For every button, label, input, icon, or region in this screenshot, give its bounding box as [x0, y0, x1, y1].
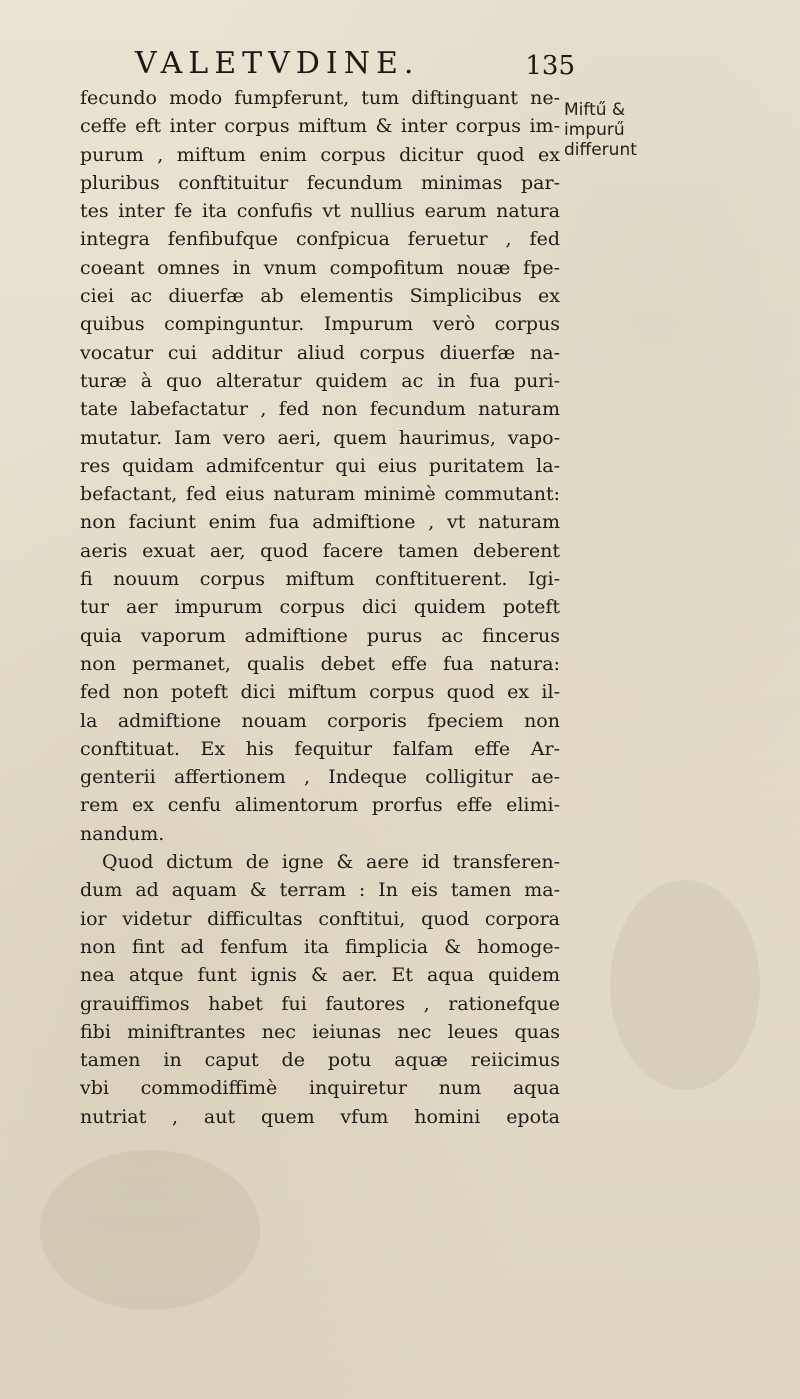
text-line: tate labefactatur , fed non fecundum naturam — [80, 398, 560, 421]
text-line: nea atque funt ignis & aer. Et aqua quidem — [80, 964, 560, 987]
text-line: grauiffimos habet fui fautores , rationefque — [80, 992, 560, 1015]
text-line: quibus compinguntur. Impurum verò corpus — [80, 313, 560, 336]
text-line: mutatur. Iam vero aeri, quem haurimus, vapo- — [80, 426, 560, 449]
text-line: fed non poteft dici miftum corpus quod ex il- — [80, 681, 560, 704]
body-text — [80, 84, 560, 1131]
text-line: aeris exuat aer, quod facere tamen deberent — [80, 539, 560, 562]
text-line: quia vaporum admiftione purus ac fincerus — [80, 624, 560, 647]
page-header — [135, 44, 575, 84]
text-line: nutriat , aut quem vfum homini epota — [80, 1105, 560, 1128]
text-line: la admiftione nouam corporis fpeciem non — [80, 709, 560, 732]
text-line: tamen in caput de potu aquæ reiicimus — [80, 1049, 560, 1072]
text-line: fibi miniftrantes nec ieiunas nec leues quas — [80, 1020, 560, 1043]
running-title: VALETVDINE. — [135, 46, 420, 81]
page-number: 135 — [525, 51, 575, 81]
marginal-note — [564, 100, 664, 160]
text-line: befactant, fed eius naturam minimè commutant: — [80, 483, 560, 506]
text-line: integra fenfibufque confpicua feruetur , fed — [80, 228, 560, 251]
text-line: vbi commodiffimè inquiretur num aqua — [80, 1077, 560, 1100]
text-line: vocatur cui additur aliud corpus diuerfæ na- — [80, 341, 560, 364]
text-line: ciei ac diuerfæ ab elementis Simplicibus ex — [80, 285, 560, 308]
text-line: dum ad aquam & terram : In eis tamen ma- — [80, 879, 560, 902]
text-line: Quod dictum de igne & aere id transferen- — [102, 851, 560, 874]
text-line: non faciunt enim fua admiftione , vt naturam — [80, 511, 560, 534]
text-line: nandum. — [80, 822, 165, 845]
text-line: fi nouum corpus miftum conftituerent. Igi- — [80, 568, 560, 591]
text-line: rem ex cenfu alimentorum prorfus effe elimi- — [80, 794, 560, 817]
text-line: purum , miftum enim corpus dicitur quod ex — [80, 143, 560, 166]
text-line: non fint ad fenfum ita fimplicia & homoge- — [80, 935, 560, 958]
text-line: tes inter fe ita confufis vt nullius earum natura — [80, 200, 560, 223]
text-line: res quidam admifcentur qui eius puritatem la- — [80, 454, 560, 477]
text-line: turæ à quo alteratur quidem ac in fua puri- — [80, 369, 560, 392]
text-line: genterii affertionem , Indeque colligitur ae- — [80, 766, 560, 789]
text-line: ceffe eft inter corpus miftum & inter corpus im- — [80, 115, 560, 138]
marginal-note-line: Miftű & — [564, 100, 626, 120]
text-line: fecundo modo fumpferunt, tum diftinguant ne- — [80, 87, 560, 109]
text-line: tur aer impurum corpus dici quidem poteft — [80, 596, 560, 619]
text-line: conftituat. Ex his fequitur falfam effe Ar- — [80, 737, 560, 760]
paper-stain — [610, 880, 760, 1090]
marginal-note-line: impurű — [564, 120, 625, 140]
text-line: ior videtur difficultas conftitui, quod corpora — [80, 907, 560, 930]
marginal-note-line: differunt — [564, 140, 637, 160]
text-line: pluribus conftituitur fecundum minimas par- — [80, 171, 560, 194]
text-line: non permanet, qualis debet effe fua natura: — [80, 652, 560, 675]
text-line: coeant omnes in vnum compofitum nouæ fpe- — [80, 256, 560, 279]
paper-stain — [40, 1150, 260, 1310]
